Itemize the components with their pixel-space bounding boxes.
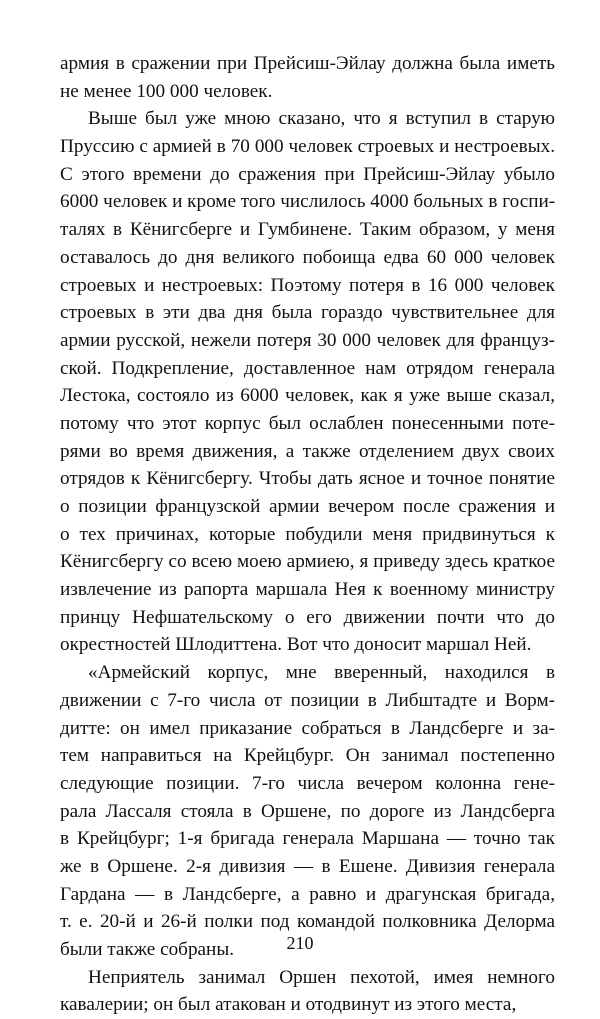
text-line: же в Оршене. 2-я дивизия — в Ешене. Дивизия генерала xyxy=(60,855,555,877)
text-line: строевых и нестроевых: Поэтому потеря в 16 000 человек xyxy=(60,274,555,296)
text-line: Лестока, состояло из 6000 человек, как я уже выше сказал, xyxy=(60,385,555,407)
text-line: рями во время движения, а также отделением двух своих xyxy=(60,440,555,462)
text-line: Выше был уже мною сказано, что я вступил в старую xyxy=(88,108,555,130)
page-text xyxy=(60,50,555,1019)
text-line: С этого времени до сражения при Прейсиш-Эйлау убыло xyxy=(60,163,555,185)
text-line: Гардана — в Ландсберге, а равно и драгунская бригада, xyxy=(60,883,555,905)
paragraph xyxy=(60,105,555,659)
text-line: талях в Кёнигсберге и Гумбинене. Таким образом, у меня xyxy=(60,219,555,241)
text-line: тем направиться на Крейцбург. Он занимал постепенно xyxy=(60,745,555,767)
text-line: движении с 7-го числа от позиции в Либштадте и Ворм- xyxy=(60,689,555,711)
text-line: кавалерии; он был атакован и отодвинут из этого места, xyxy=(60,994,517,1016)
text-line: 6000 человек и кроме того числилось 4000 больных в госпи- xyxy=(60,191,556,213)
text-line: о позиции французской армии вечером после сражения и xyxy=(60,496,555,517)
text-line: были также собраны. xyxy=(60,939,235,960)
text-line: оставалось до дня великого побоища едва 60 000 человек xyxy=(60,246,555,268)
text-line: рала Лассаля стояла в Оршене, по дороге из Ландсберга xyxy=(60,800,555,822)
text-line: в Крейцбург; 1-я бригада генерала Маршана — точно так xyxy=(60,828,555,850)
text-line: потому что этот корпус был ослаблен понесенными поте- xyxy=(60,412,555,434)
text-line: Кёнигсбергу со всею моею армиею, я приведу здесь краткое xyxy=(60,551,555,573)
text-line: следующие позиции. 7-го числа вечером колонна гене- xyxy=(60,772,555,794)
text-line: окрестностей Шлодиттена. Вот что доносит маршал Ней. xyxy=(60,634,532,656)
text-line: армия в сражении при Прейсиш-Эйлау должна была иметь xyxy=(60,53,555,74)
text-line: дитте: он имел приказание собраться в Ландсберге и за- xyxy=(60,717,555,739)
text-line: о тех причинах, которые побудили меня придвинуться к xyxy=(60,523,555,545)
text-line: Пруссию с армией в 70 000 человек строевых и нестроевых. xyxy=(60,136,555,158)
paragraph xyxy=(60,964,555,1019)
text-line: армии русской, нежели потеря 30 000 человек для француз- xyxy=(60,329,555,351)
text-line: Неприятель занимал Оршен пехотой, имея немного xyxy=(88,966,555,988)
paragraph xyxy=(60,659,555,964)
text-line: «Армейский корпус, мне вверенный, находился в xyxy=(88,662,555,684)
text-line: строевых в эти два дня была гораздо чувствительнее для xyxy=(60,302,555,324)
text-line: принцу Нефшательскому о его движении почти что до xyxy=(60,606,555,628)
text-line: не менее 100 000 человек. xyxy=(60,80,273,102)
text-line: отрядов к Кёнигсбергу. Чтобы дать ясное и точное понятие xyxy=(60,468,555,490)
page-number: 210 xyxy=(286,933,314,953)
text-line: ской. Подкрепление, доставленное нам отрядом генерала xyxy=(60,357,555,379)
paragraph xyxy=(60,50,555,105)
text-line: т. е. 20-й и 26-й полки под командой полковника Делорма xyxy=(60,911,555,933)
text-line: извлечение из рапорта маршала Нея к военному министру xyxy=(60,579,555,601)
